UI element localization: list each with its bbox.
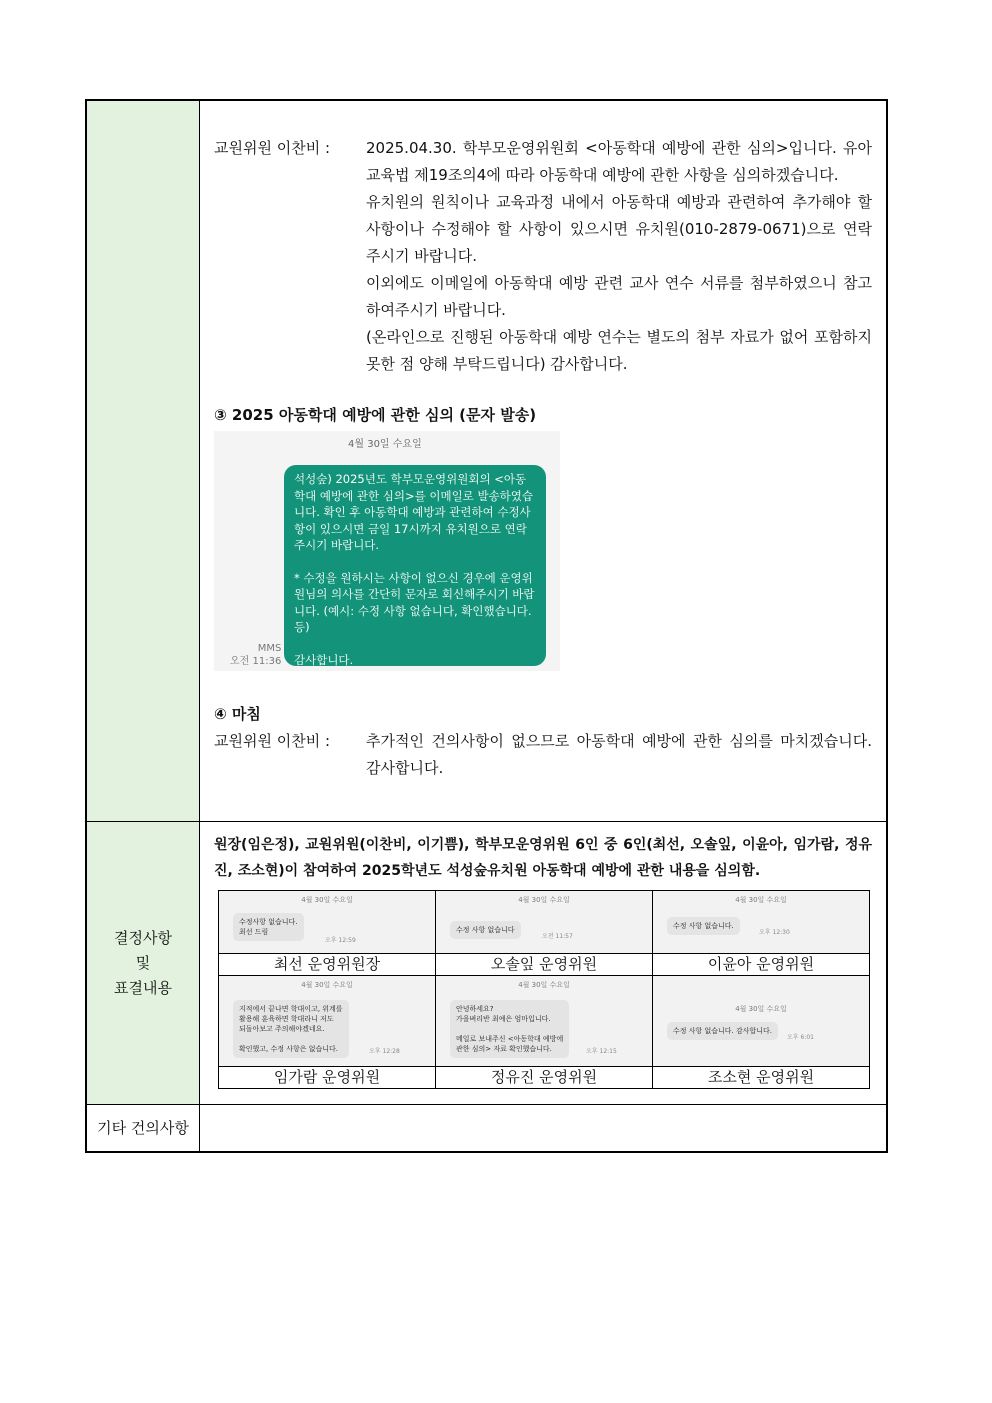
other-content (200, 1105, 886, 1151)
speaker-label: 교원위원 이찬비 : (214, 139, 331, 157)
sms-paragraph: 석성숲) 2025년도 학부모운영위원회의 <아동학대 예방에 관한 심의>를 이메일로 발송하였습니다. 확인 후 아동학대 예방과 관련하여 수정사항이 있으시면 금일 17시까지 유치원으로 연락주시기 바랍니다. (294, 472, 533, 552)
sms-message-bubble (284, 465, 546, 666)
reply-caption: 조소현 운영위원 (653, 1067, 870, 1089)
reply-date: 4월 30일 수요일 (301, 981, 353, 989)
section4-title: ④ 마침 (214, 705, 261, 723)
reply-cell (653, 976, 870, 1067)
proceedings-content (200, 101, 886, 821)
decision-label (87, 822, 200, 1104)
reply-date: 4월 30일 수요일 (301, 896, 353, 904)
reply-screenshot (219, 891, 435, 953)
decision-content (200, 822, 886, 1104)
sms-time: 오전 11:36 (230, 656, 282, 667)
speech-paragraph: 유치원의 원칙이나 교육과정 내에서 아동학대 예방과 관련하여 추가해야 할 사항이나 수정해야 할 사항이 있으시면 유치원(010-2879-0671)으로 연락 주시기 바랍니다. (366, 193, 872, 265)
speech-paragraph: 2025.04.30. 학부모운영위원회 <아동학대 예방에 관한 심의>입니다. 유아교육법 제19조의4에 따라 아동학대 예방에 관한 사항을 심의하겠습니다. (366, 139, 872, 184)
reply-cell (436, 976, 653, 1067)
sms-date: 4월 30일 수요일 (348, 439, 422, 450)
reply-caption: 이윤아 운영위원 (653, 954, 870, 976)
closing-block (214, 728, 872, 782)
reply-cell (219, 891, 436, 954)
reply-screenshot (653, 976, 869, 1066)
sms-meta (230, 642, 281, 668)
reply-time: 오후 6:01 (787, 1034, 814, 1041)
reply-bubble (450, 1000, 569, 1058)
sms-screenshot (214, 431, 560, 671)
reply-date: 4월 30일 수요일 (518, 981, 570, 989)
speech-paragraph: (온라인으로 진행된 아동학대 예방 연수는 별도의 첨부 자료가 없어 포함하지 못한 점 양해 부탁드립니다) 감사합니다. (366, 328, 872, 373)
reply-caption: 정유진 운영위원 (436, 1067, 653, 1089)
reply-caption: 오솔잎 운영위원 (436, 954, 653, 976)
speech-text (366, 135, 872, 378)
reply-bubble (667, 917, 740, 935)
reply-bubble (450, 921, 521, 939)
reply-date: 4월 30일 수요일 (518, 896, 570, 904)
decision-label-line: 및 (135, 953, 151, 972)
decision-label-line: 결정사항 (114, 928, 172, 947)
reply-time: 오후 12:30 (759, 929, 790, 936)
reply-bubble (667, 1022, 778, 1040)
reply-line: 수정 사항 없습니다 (456, 926, 515, 934)
reply-screenshot (436, 891, 652, 953)
reply-date: 4월 30일 수요일 (735, 896, 787, 904)
sms-paragraph: 감사합니다. (294, 652, 354, 667)
reply-line: 수정 사항 없습니다. (673, 922, 734, 930)
closing-text: 추가적인 건의사항이 없으므로 아동학대 예방에 관한 심의를 마치겠습니다. 감사합니다. (366, 732, 872, 777)
reply-line: 안녕하세요? (456, 1005, 494, 1013)
reply-cell (653, 891, 870, 954)
reply-screenshot (219, 976, 435, 1066)
proceedings-row (87, 101, 886, 822)
reply-line: 활용해 훈육하면 학대라니 저도 (239, 1015, 334, 1023)
sms-type: MMS (257, 643, 282, 654)
reply-bubble (233, 913, 304, 941)
sms-paragraph: * 수정을 원하시는 사항이 없으신 경우에 운영위원님의 의사를 간단히 문자로 회신해주시기 바랍니다. (예시: 수정 사항 없습니다, 확인했습니다. 등) (294, 570, 535, 634)
decision-label-line: 표결내용 (114, 978, 172, 997)
reply-bubble (233, 1000, 349, 1058)
reply-line: 지적에서 끝나면 학대이고, 위계를 (239, 1005, 343, 1013)
decision-text: 원장(임은정), 교원위원(이찬비, 이기쁨), 학부모운영위원 6인 중 6인(최선, 오솔잎, 이윤아, 임가람, 정유진, 조소현)이 참여하여 2025학년도 석성숲유치원 아동학대 예방에 관한 내용을 심의함. (214, 837, 872, 879)
reply-screenshot-grid (218, 890, 870, 1089)
reply-screenshot (436, 976, 652, 1066)
speech-paragraph: 이외에도 이메일에 아동학대 예방 관련 교사 연수 서류를 첨부하였으니 참고하여주시기 바랍니다. (366, 274, 872, 319)
decision-row (87, 822, 886, 1105)
reply-time: 오후 12:15 (586, 1048, 617, 1055)
reply-time: 오후 12:59 (325, 937, 356, 944)
other-label: 기타 건의사항 (87, 1105, 200, 1151)
speaker-label: 교원위원 이찬비 : (214, 732, 331, 750)
reply-date: 4월 30일 수요일 (735, 1005, 787, 1013)
reply-line: 최선 드림 (239, 928, 269, 936)
reply-cell (219, 976, 436, 1067)
reply-caption: 임가람 운영위원 (219, 1067, 436, 1089)
reply-line: 확인했고, 수정 사항은 없습니다. (239, 1045, 339, 1053)
reply-time: 오후 12:28 (369, 1048, 400, 1055)
reply-caption: 최선 운영위원장 (219, 954, 436, 976)
reply-line: 수정 사항 없습니다. 감사합니다. (673, 1027, 773, 1035)
reply-line: 메일로 보내주신 <아동학대 예방에 (456, 1035, 564, 1043)
reply-cell (436, 891, 653, 954)
reply-time: 오전 11:57 (542, 933, 573, 940)
other-row (87, 1105, 886, 1151)
reply-line: 되돌아보고 주의해야겠네요. (239, 1025, 325, 1033)
reply-line: 가을벼리반 최예은 엄마입니다. (456, 1015, 551, 1023)
reply-line: 수정사항 없습니다. (239, 918, 298, 926)
proceedings-label-cell (87, 101, 200, 821)
minutes-table (85, 99, 888, 1153)
speech-block (214, 135, 872, 378)
reply-line: 관한 심의> 자료 확인했습니다. (456, 1045, 552, 1053)
section3-title: ③ 2025 아동학대 예방에 관한 심의 (문자 발송) (214, 406, 537, 424)
reply-screenshot (653, 891, 869, 953)
